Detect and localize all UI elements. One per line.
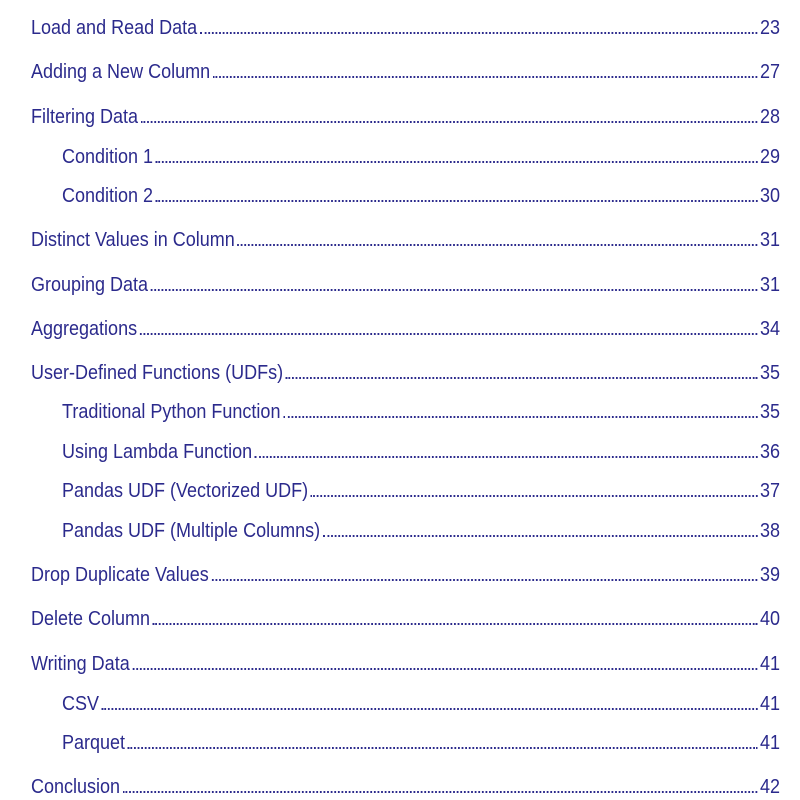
toc-entry-page: 23 [759,17,780,39]
toc-entry-page: 41 [759,653,780,675]
toc-entry-page: 29 [759,146,780,168]
toc-entry-title: Drop Duplicate Values [31,564,209,586]
dot-leader [102,708,758,710]
dot-leader [123,791,758,793]
toc-entry-title: Delete Column [31,608,151,630]
toc-entry-title: User-Defined Functions (UDFs) [31,362,284,384]
toc-entry-pandas-udf-vectorized[interactable] [62,473,780,503]
dot-leader [237,244,757,246]
toc-entry-title: Adding a New Column [31,61,211,83]
toc-entry-writing-data[interactable] [31,646,780,676]
dot-leader [153,623,758,625]
toc-entry-parquet[interactable] [62,725,780,755]
dot-leader [311,495,757,497]
toc-entry-title: Load and Read Data [31,17,198,39]
toc-entry-page: 36 [759,441,780,463]
toc-entry-page: 38 [759,520,780,542]
dot-leader [213,76,757,78]
toc-entry-delete-column[interactable] [31,601,780,631]
toc-entry-title: Conclusion [31,776,121,798]
toc-entry-load-and-read-data[interactable] [31,10,780,40]
dot-leader [156,200,757,202]
toc-entry-page: 28 [759,106,780,128]
toc-entry-title: CSV [62,693,100,715]
toc-entry-traditional-python-function[interactable] [62,394,780,424]
toc-entry-page: 35 [759,362,780,384]
toc-entry-page: 40 [759,608,780,630]
toc-entry-title: Grouping Data [31,274,149,296]
toc-entry-distinct-values-in-column[interactable] [31,222,780,252]
toc-entry-pandas-udf-multiple-columns[interactable] [62,513,780,543]
toc-entry-filtering-data[interactable] [31,99,780,129]
dot-leader [140,333,757,335]
toc-entry-title: Condition 1 [62,146,154,168]
toc-entry-condition-1[interactable] [62,139,780,169]
toc-entry-csv[interactable] [62,686,780,716]
toc-entry-title: Parquet [62,732,126,754]
toc-entry-title: Traditional Python Function [62,401,281,423]
dot-leader [141,121,758,123]
toc-entry-page: 27 [759,61,780,83]
toc-entry-title: Using Lambda Function [62,441,253,463]
toc-entry-title: Condition 2 [62,185,154,207]
toc-entry-page: 39 [759,564,780,586]
toc-entry-page: 30 [759,185,780,207]
dot-leader [128,747,758,749]
dot-leader [283,416,757,418]
toc-entry-using-lambda-function[interactable] [62,434,780,464]
toc-entry-adding-a-new-column[interactable] [31,54,780,84]
toc-entry-page: 31 [759,274,780,296]
dot-leader [286,377,758,379]
toc-entry-title: Writing Data [31,653,130,675]
toc-entry-title: Pandas UDF (Multiple Columns) [62,520,321,542]
toc-entry-title: Aggregations [31,318,138,340]
dot-leader [156,161,757,163]
toc-entry-page: 31 [759,229,780,251]
toc-entry-title: Filtering Data [31,106,139,128]
toc-entry-aggregations[interactable] [31,311,780,341]
toc-entry-grouping-data[interactable] [31,267,780,297]
toc-entry-title: Pandas UDF (Vectorized UDF) [62,480,309,502]
toc-entry-conclusion[interactable] [31,769,780,799]
toc-entry-page: 41 [759,732,780,754]
toc-entry-page: 35 [759,401,780,423]
toc-entry-page: 41 [759,693,780,715]
dot-leader [200,32,757,34]
toc-entry-condition-2[interactable] [62,178,780,208]
dot-leader [211,579,757,581]
dot-leader [132,668,757,670]
toc-entry-page: 34 [759,318,780,340]
dot-leader [255,456,757,458]
toc-entry-title: Distinct Values in Column [31,229,235,251]
toc-entry-drop-duplicate-values[interactable] [31,557,780,587]
toc-entry-user-defined-functions[interactable] [31,355,780,385]
toc-entry-page: 42 [759,776,780,798]
dot-leader [323,535,757,537]
dot-leader [151,289,758,291]
toc-entry-page: 37 [759,480,780,502]
